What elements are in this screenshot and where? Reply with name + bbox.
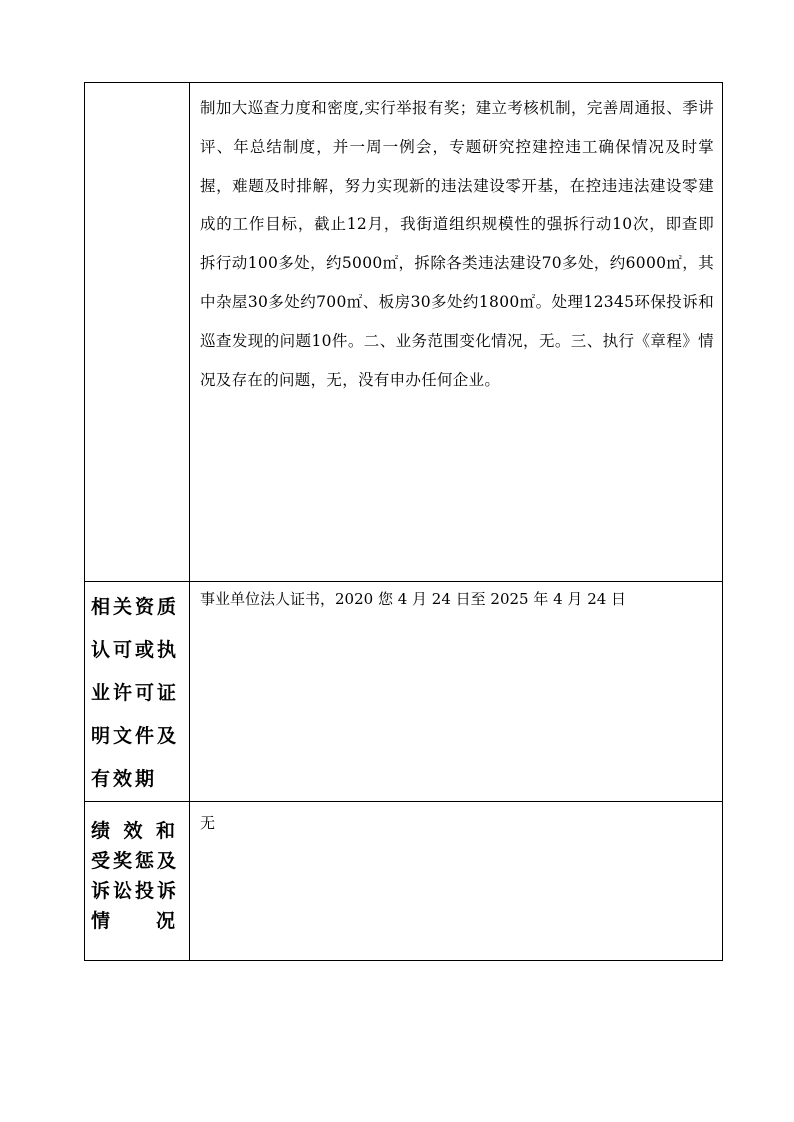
- performance-label-line: 受奖惩及: [91, 850, 180, 872]
- performance-content-cell: [190, 802, 723, 961]
- qualification-label-line: 业许可证: [91, 682, 180, 704]
- qualification-content-cell: [190, 582, 723, 802]
- work-summary-text: [190, 83, 722, 399]
- table-row-qualification: [85, 582, 723, 802]
- empty-label-cell: [85, 83, 190, 582]
- table-row-work-summary: [85, 83, 723, 582]
- performance-label: [85, 802, 189, 936]
- performance-label-char: 情: [91, 910, 111, 932]
- performance-label-cell: [85, 802, 190, 961]
- form-table: [84, 82, 723, 961]
- qualification-label-line: 相关资质: [91, 596, 180, 618]
- work-summary-paragraph: 制加大巡查力度和密度,实行举报有奖；建立考核机制，完善周通报、季讲评、年总结制度，并一周一例会，专题研究控建控违工确保情况及时掌握，难题及时排解，努力实现新的违法建设零开基，在控违违法建设零建成的工作目标，截止12月，我街道组织规模性的强拆行动10次，即查即拆行动100多处，约5000㎡，拆除各类违法建设70多处，约6000㎡，其中杂屋30多处约700㎡、板房30多处约1800㎡。处理12345环保投诉和巡查发现的问题10件。二、业务范围变化情况，无。三、执行《章程》情况及存在的问题，无，没有申办任何企业。: [200, 99, 714, 389]
- qualification-label-line: 明文件及: [91, 725, 180, 747]
- performance-label-line: [91, 906, 175, 936]
- qualification-content: 事业单位法人证书，2020 您 4 月 24 日至 2025 年 4 月 24 日: [200, 590, 627, 608]
- performance-label-char: 和: [155, 820, 175, 842]
- work-summary-cell: [190, 83, 723, 582]
- table-row-performance: [85, 802, 723, 961]
- performance-label-char: 况: [155, 910, 175, 932]
- qualification-label-cell: [85, 582, 190, 802]
- qualification-label: [85, 582, 189, 801]
- performance-content: 无: [200, 814, 216, 832]
- performance-label-line: [91, 816, 175, 846]
- performance-label-char: 效: [123, 820, 143, 842]
- qualification-label-line: 认可或执: [91, 639, 180, 661]
- qualification-label-line: 有效期: [91, 768, 158, 790]
- performance-label-line: 诉讼投诉: [91, 880, 180, 902]
- performance-label-char: 绩: [91, 820, 111, 842]
